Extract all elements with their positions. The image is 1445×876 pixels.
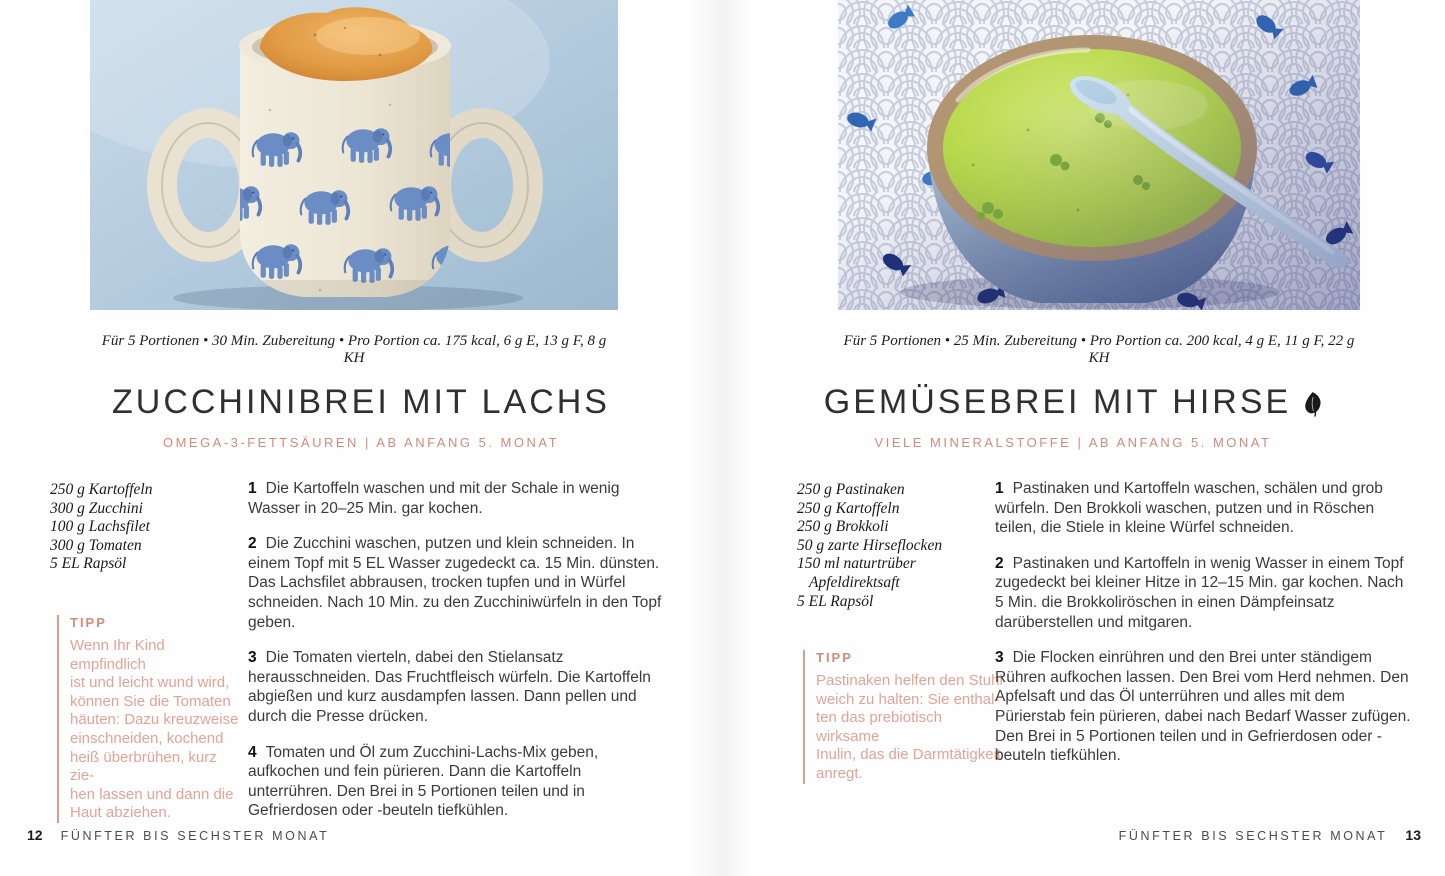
- step-text: Tomaten und Öl zum Zucchini-Lachs-Mix geben, aufkochen und fein pürieren. Dann die Kartoffeln unterrühren. Den Brei in 5 Portionen teilen und in Gefrierdosen oder -beuteln tiefkühlen.: [248, 743, 599, 820]
- recipe-step: [248, 534, 666, 632]
- chapter-label: FÜNFTER BIS SECHSTER MONAT: [1118, 829, 1388, 843]
- page-gutter: [690, 0, 754, 876]
- ingredient-item: 250 g Kartoffeln: [797, 499, 900, 517]
- elephant-mug-illustration: [90, 0, 618, 310]
- tip-text-line: häuten: Dazu kreuzweise: [70, 711, 239, 729]
- step-text: Die Zucchini waschen, putzen und klein schneiden. In einem Topf mit 5 EL Wasser zugedeckt ca. 15 Min. dünsten. Das Lachsfilet abbrausen, trocken tupfen und in Würfel schneiden. Nach 10 Min. zu den Zucchiniwürfeln in den Topf geben.: [248, 535, 662, 631]
- ingredient-item: 5 EL Rapsöl: [797, 592, 874, 610]
- ingredient-item-continuation: Apfeldirektsaft: [809, 573, 900, 591]
- tip-text-line: können Sie die Tomaten: [70, 692, 231, 710]
- tip-text-line: Pastinaken helfen den Stuhl: [816, 672, 1003, 689]
- step-text: Pastinaken und Kartoffeln waschen, schälen und grob würfeln. Den Brokkoli waschen, putzen und in Röschen teilen, die Stiele in kleine Würfel schneiden.: [995, 480, 1383, 537]
- recipe-meta-right: Für 5 Portionen • 25 Min. Zubereitung • Pro Portion ca. 200 kcal, 4 g E, 11 g F, 22 g KH: [843, 333, 1355, 366]
- tip-text-line: heiß überbrühen, kurz zie-: [70, 748, 217, 785]
- recipe-meta-left: Für 5 Portionen • 30 Min. Zubereitung • Pro Portion ca. 175 kcal, 6 g E, 13 g F, 8 g KH: [101, 333, 607, 366]
- page-number: 12: [27, 827, 43, 843]
- recipe-step: [248, 743, 666, 821]
- ingredient-item: 150 ml naturtrüber: [797, 555, 916, 573]
- page-footer-left: [27, 827, 329, 843]
- tip-heading: TIPP: [70, 615, 107, 630]
- recipe-step: [248, 648, 666, 726]
- chapter-label: FÜNFTER BIS SECHSTER MONAT: [60, 829, 330, 843]
- ingredient-item: 300 g Tomaten: [50, 536, 142, 554]
- step-number: 4: [248, 743, 257, 761]
- recipe-title-row-left: [0, 383, 722, 422]
- step-text: Die Tomaten vierteln, dabei den Stielansatz herausschneiden. Das Fruchtfleisch würfeln. Die Kartoffeln abgießen und kurz ausdampfen lassen. Dann pellen und durch die Presse drücken.: [248, 649, 651, 725]
- tip-text-line: ten das prebiotisch wirksame: [816, 709, 942, 745]
- tip-text-line: Inulin, das die Darmtätigkeit: [816, 746, 1002, 764]
- recipe-steps-left: [248, 479, 666, 837]
- ingredient-list-left: [50, 481, 240, 574]
- recipe-title-row-right: [723, 383, 1423, 422]
- recipe-step: [248, 479, 666, 518]
- ingredient-item: 300 g Zucchini: [50, 499, 143, 517]
- page-footer-right: [1119, 827, 1421, 843]
- ingredient-item: 100 g Lachsfilet: [50, 518, 150, 536]
- tip-text-line: Wenn Ihr Kind empfindlich: [70, 637, 165, 673]
- photo-gemuesebrei-bowl: [838, 0, 1360, 310]
- recipe-subtitle-left: OMEGA-3-FETTSÄUREN | AB ANFANG 5. MONAT: [162, 435, 560, 450]
- ingredient-list-right: [797, 481, 992, 611]
- soup-bowl-illustration: [838, 0, 1360, 310]
- tip-text-line: Haut abziehen.: [70, 804, 171, 822]
- tip-text-line: einschneiden, kochend: [70, 729, 224, 747]
- step-number: 2: [248, 535, 257, 553]
- recipe-step: [995, 479, 1411, 538]
- step-number: 1: [995, 480, 1004, 497]
- ingredient-item: 50 g zarte Hirseflocken: [797, 536, 943, 554]
- tip-box-left: [57, 615, 242, 823]
- recipe-step: [995, 648, 1411, 766]
- tip-text-line: ist und leicht wund wird,: [70, 674, 230, 692]
- recipe-title-left: ZUCCHINIBREI MIT LACHS: [112, 383, 610, 421]
- step-number: 2: [995, 554, 1004, 572]
- recipe-subtitle-right: VIELE MINERALSTOFFE | AB ANFANG 5. MONAT: [874, 435, 1272, 450]
- step-number: 3: [248, 649, 257, 667]
- ingredient-item: 5 EL Rapsöl: [50, 555, 127, 573]
- ingredient-item: 250 g Brokkoli: [797, 518, 889, 536]
- recipe-title-right: GEMÜSEBREI MIT HIRSE: [823, 383, 1292, 421]
- recipe-step: [995, 554, 1411, 632]
- step-text: Die Flocken einrühren und den Brei unter ständigem Rühren aufkochen lassen. Den Brei vom Herd nehmen. Den Apfelsaft und das Öl unterrühren und alles mit dem Pürierstab fein pürieren, dabei nach Bedarf Wasser zufügen. Den Brei in 5 Portionen teilen und in Gefrierdosen oder -beuteln tiefkühlen.: [995, 649, 1411, 765]
- leaf-icon: [1303, 391, 1322, 417]
- step-number: 1: [248, 480, 257, 497]
- step-text: Die Kartoffeln waschen und mit der Schale in wenig Wasser in 20–25 Min. gar kochen.: [248, 480, 620, 517]
- step-number: 3: [995, 649, 1004, 667]
- recipe-steps-right: [995, 479, 1411, 782]
- tip-text-line: weich zu halten: Sie enthal-: [816, 690, 1000, 708]
- tip-box-right: [803, 650, 1006, 784]
- step-text: Pastinaken und Kartoffeln in wenig Wasser in einem Topf zugedeckt bei kleiner Hitze in 12–15 Min. gar kochen. Nach 5 Min. die Brokkoliröschen in einen Dämpfeinsatz darüberstellen und mitgaren.: [995, 554, 1404, 631]
- page-number: 13: [1405, 827, 1421, 843]
- ingredient-item: 250 g Pastinaken: [797, 481, 905, 498]
- ingredient-item: 250 g Kartoffeln: [50, 481, 153, 498]
- tip-text-line: hen lassen und dann die: [70, 785, 234, 803]
- tip-text-line: anregt.: [816, 764, 863, 782]
- tip-heading: TIPP: [816, 650, 853, 665]
- photo-zucchinibrei-mug: [90, 0, 618, 310]
